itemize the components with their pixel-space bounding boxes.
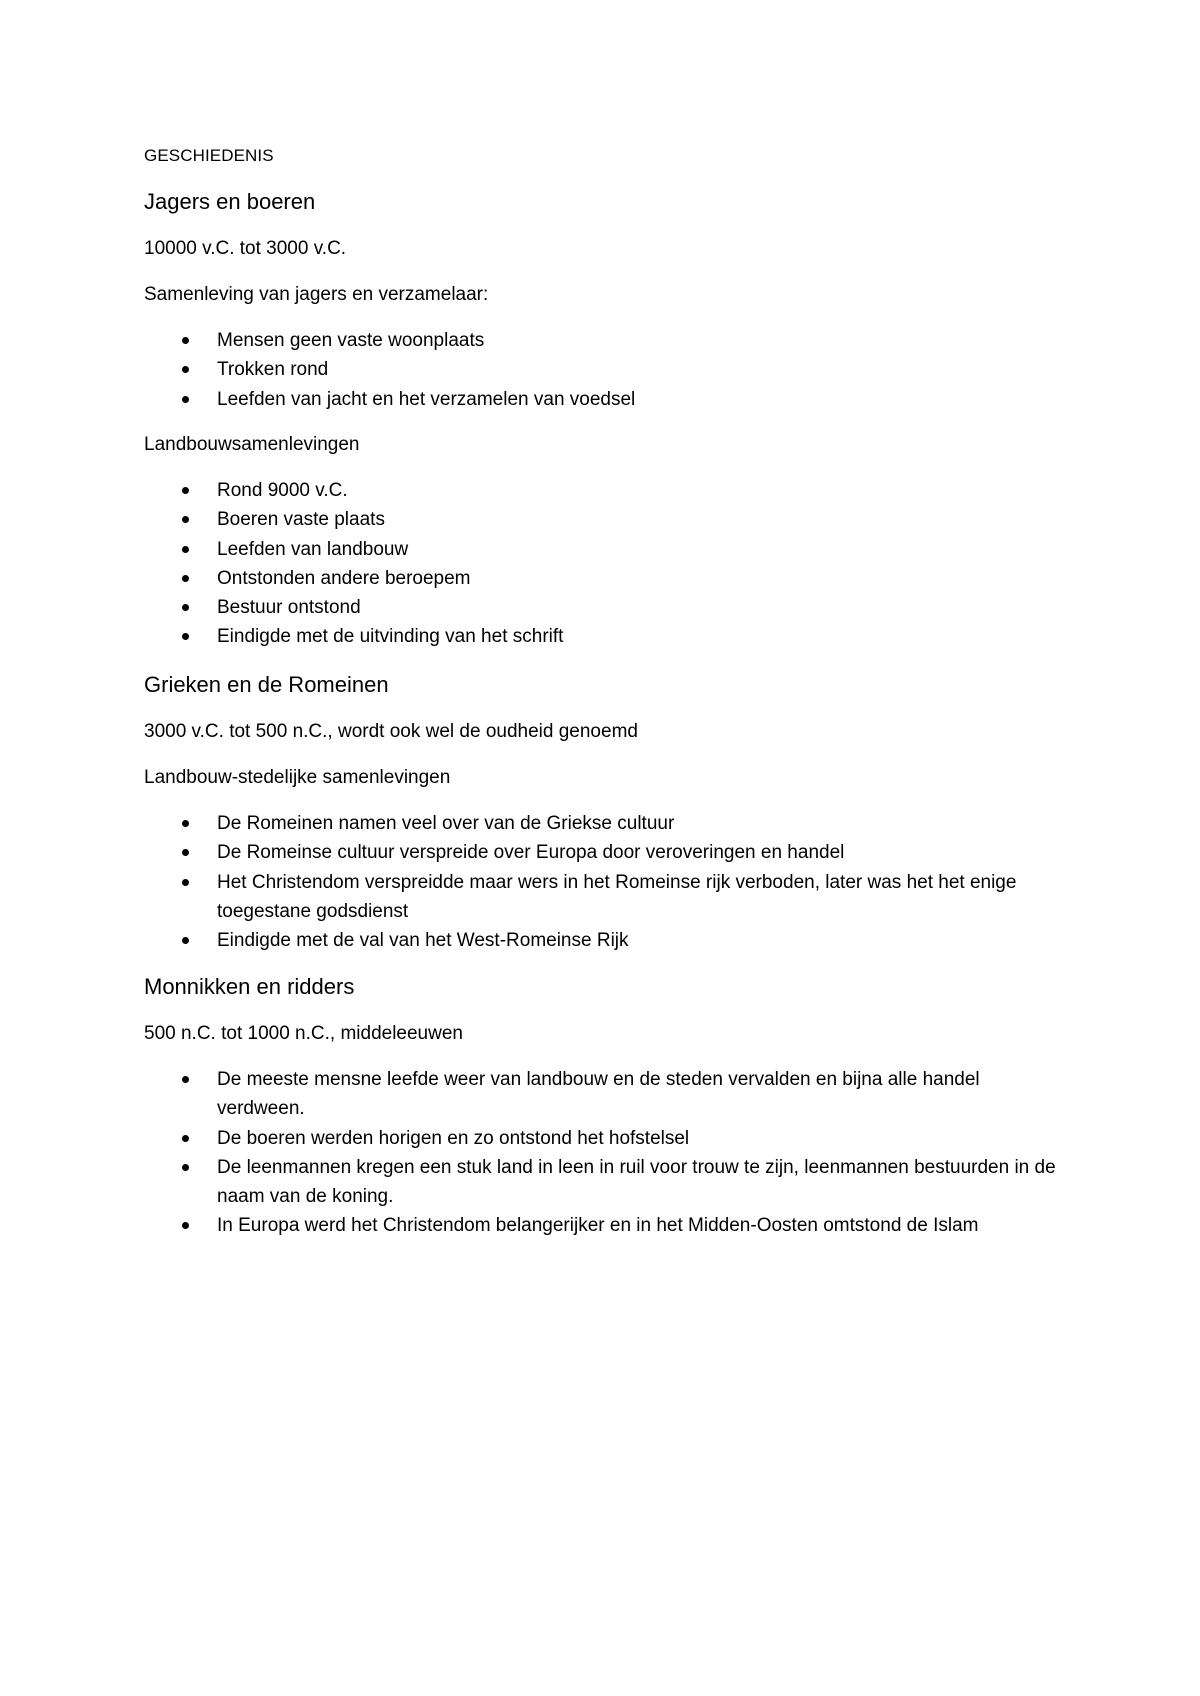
bullet-icon	[182, 546, 189, 553]
bullet-icon	[182, 516, 189, 523]
list-item-text: Leefden van landbouw	[217, 538, 409, 560]
list-item	[144, 535, 1056, 564]
bullet-icon	[182, 937, 189, 944]
bullet-icon	[182, 337, 189, 344]
list-item	[144, 355, 1056, 384]
section-heading: Jagers en boeren	[144, 189, 316, 214]
list-item	[144, 622, 1056, 651]
list-item	[144, 1211, 1056, 1240]
bullet-icon	[182, 820, 189, 827]
bullet-icon	[182, 487, 189, 494]
list-item	[144, 385, 1056, 414]
section-heading: Grieken en de Romeinen	[144, 672, 389, 697]
list-item-text: De leenmannen kregen een stuk land in leen in ruil voor trouw te zijn, leenmannen bestuurden in de naam van de koning.	[217, 1156, 1056, 1208]
list-item-text: In Europa werd het Christendom belangerijker en in het Midden-Oosten omtstond de Islam	[217, 1215, 979, 1237]
bullet-icon	[182, 1222, 189, 1229]
list-item	[144, 326, 1056, 355]
bullet-list	[144, 1065, 1056, 1241]
list-item-text: Trokken rond	[217, 359, 329, 381]
bullet-list	[144, 809, 1056, 955]
section-period: 500 n.C. tot 1000 n.C., middeleeuwen	[144, 1023, 463, 1044]
list-item-text: De Romeinse cultuur verspreide over Europa door veroveringen en handel	[217, 842, 845, 864]
bullet-list	[144, 476, 1056, 652]
bullet-icon	[182, 396, 189, 403]
list-item-text: De meeste mensne leefde weer van landbouw en de steden vervalden en bijna alle handel verdween.	[217, 1069, 980, 1120]
list-item	[144, 868, 1056, 927]
bullet-icon	[182, 604, 189, 611]
bullet-icon	[182, 366, 189, 373]
bullet-list	[144, 326, 1056, 414]
list-item	[144, 564, 1056, 593]
list-item	[144, 505, 1056, 534]
section-heading: Monnikken en ridders	[144, 974, 355, 999]
list-item	[144, 593, 1056, 622]
bullet-icon	[182, 1076, 189, 1083]
document-title: GESCHIEDENIS	[144, 146, 274, 165]
group-label: Samenleving van jagers en verzamelaar:	[144, 284, 489, 305]
list-item-text: Eindigde met de uitvinding van het schrift	[217, 626, 564, 648]
group-label: Landbouwsamenlevingen	[144, 434, 360, 455]
bullet-icon	[182, 879, 189, 886]
bullet-icon	[182, 633, 189, 640]
section-period: 10000 v.C. tot 3000 v.C.	[144, 238, 347, 259]
list-item	[144, 1124, 1056, 1153]
list-item	[144, 809, 1056, 838]
list-item-text: Ontstonden andere beroepem	[217, 567, 471, 589]
list-item-text: Bestuur ontstond	[217, 597, 361, 619]
bullet-icon	[182, 849, 189, 856]
bullet-icon	[182, 1164, 189, 1171]
list-item	[144, 1153, 1056, 1212]
list-item-text: De Romeinen namen veel over van de Griekse cultuur	[217, 813, 675, 834]
list-item	[144, 926, 1056, 955]
list-item-text: De boeren werden horigen en zo ontstond het hofstelsel	[217, 1127, 690, 1149]
list-item	[144, 1065, 1056, 1124]
list-item-text: Eindigde met de val van het West-Romeinse Rijk	[217, 930, 629, 952]
bullet-icon	[182, 575, 189, 582]
list-item-text: Boeren vaste plaats	[217, 509, 385, 531]
list-item	[144, 838, 1056, 867]
group-label: Landbouw-stedelijke samenlevingen	[144, 767, 451, 788]
list-item	[144, 476, 1056, 505]
list-item-text: Het Christendom verspreidde maar wers in het Romeinse rijk verboden, later was het het enige toegestane godsdienst	[217, 871, 1017, 922]
bullet-icon	[182, 1135, 189, 1142]
section-period: 3000 v.C. tot 500 n.C., wordt ook wel de oudheid genoemd	[144, 721, 638, 742]
list-item-text: Rond 9000 v.C.	[217, 480, 348, 501]
list-item-text: Mensen geen vaste woonplaats	[217, 330, 485, 351]
list-item-text: Leefden van jacht en het verzamelen van voedsel	[217, 388, 636, 410]
